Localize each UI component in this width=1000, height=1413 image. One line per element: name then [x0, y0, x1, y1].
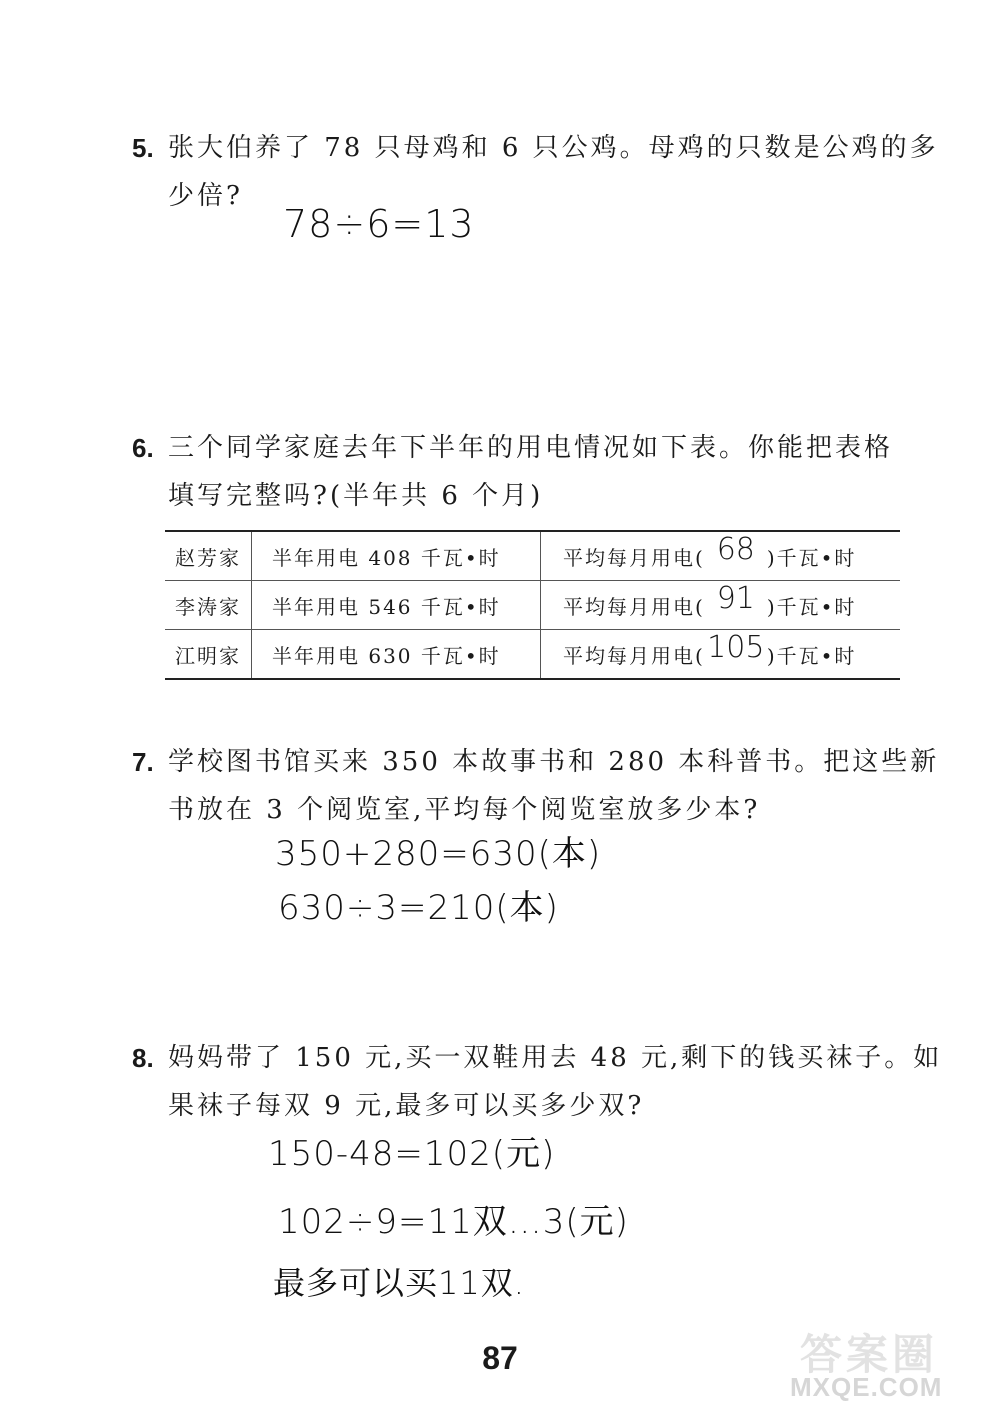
table-row [165, 531, 900, 581]
handwritten-answer: 78÷6=13 [283, 202, 475, 246]
average-label: 平均每月用电( [563, 594, 705, 619]
average-usage-cell [541, 581, 901, 630]
handwritten-answer: 68 [716, 531, 755, 567]
problem-text-line-2: 填写完整吗?(半年共 6 个月) [168, 481, 544, 511]
answer-blank [705, 629, 767, 668]
unit-label: )千瓦•时 [766, 545, 857, 570]
handwritten-answer: 105 [707, 629, 765, 665]
total-usage-cell: 半年用电 546 千瓦•时 [252, 581, 541, 630]
table-row [165, 581, 900, 630]
electricity-table [165, 530, 900, 680]
average-usage-cell [541, 531, 901, 581]
unit-label: )千瓦•时 [766, 594, 857, 619]
problem-text-line-2: 少倍? [168, 181, 243, 211]
average-label: 平均每月用电( [563, 643, 705, 668]
problem-text-line-2: 书放在 3 个阅览室,平均每个阅览室放多少本? [168, 795, 761, 825]
problem-text-line-1: 妈妈带了 150 元,买一双鞋用去 48 元,剩下的钱买袜子。如 [168, 1043, 943, 1073]
handwritten-answer: 150-48=102(元) [268, 1134, 556, 1174]
total-usage-cell: 半年用电 408 千瓦•时 [252, 531, 541, 581]
family-cell: 李涛家 [165, 581, 252, 630]
watermark-logo-text: 答案圈 [800, 1331, 939, 1378]
total-usage-cell: 半年用电 630 千瓦•时 [252, 630, 541, 680]
family-cell: 江明家 [165, 630, 252, 680]
unit-label: )千瓦•时 [766, 643, 857, 668]
problem-6 [132, 424, 902, 520]
problem-text-line-1: 学校图书馆买来 350 本故事书和 280 本科普书。把这些新 [168, 747, 940, 777]
average-label: 平均每月用电( [563, 545, 705, 570]
handwritten-answer: 630÷3=210(本) [278, 888, 559, 928]
problem-number: 8. [132, 1043, 154, 1073]
problem-text-line-2: 果袜子每双 9 元,最多可以买多少双? [168, 1091, 645, 1121]
average-usage-cell [541, 630, 901, 680]
problem-number: 5. [132, 133, 154, 163]
handwritten-answer: 91 [716, 580, 755, 616]
problem-8 [132, 1034, 943, 1130]
handwritten-answer: 102÷9=11双…3(元) [278, 1202, 629, 1242]
page-number: 87 [482, 1340, 518, 1376]
answer-blank [705, 531, 767, 570]
handwritten-answer: 最多可以买11双. [273, 1264, 525, 1302]
family-cell: 赵芳家 [165, 531, 252, 581]
watermark-url: MXQE.COM [790, 1372, 943, 1402]
answer-blank [705, 580, 767, 619]
handwritten-answer: 350+280=630(本) [275, 834, 602, 874]
problem-text-line-1: 三个同学家庭去年下半年的用电情况如下表。你能把表格 [168, 433, 894, 463]
problem-number: 7. [132, 747, 154, 777]
watermark-logo [790, 1322, 990, 1402]
problem-5 [132, 124, 939, 220]
problem-7 [132, 738, 940, 834]
problem-number: 6. [132, 433, 154, 463]
problem-text-line-1: 张大伯养了 78 只母鸡和 6 只公鸡。母鸡的只数是公鸡的多 [168, 133, 939, 163]
table-row [165, 630, 900, 680]
